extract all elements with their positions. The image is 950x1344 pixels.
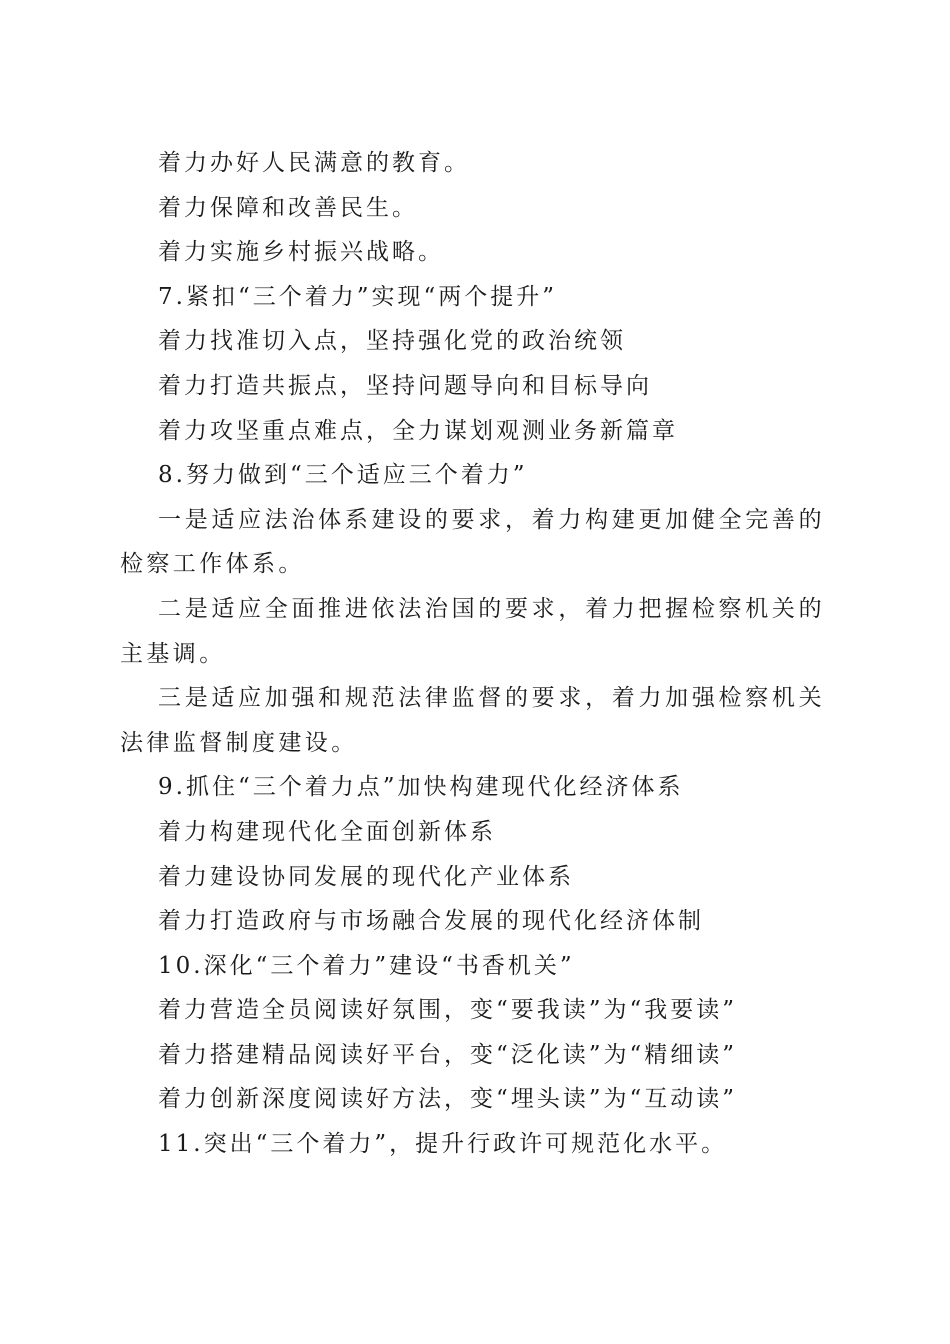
paragraph: 着力找准切入点，坚持强化党的政治统领 [158,328,626,355]
section-heading: 11.突出“三个着力”，提升行政许可规范化水平。 [158,1131,728,1158]
paragraph: 二是适应全面推进依法治国的要求，着力把握检察机关的主基调。 [120,595,825,667]
section-heading: 8.努力做到“三个适应三个着力” [158,462,528,489]
paragraph: 着力创新深度阅读好方法，变“埋头读”为“互动读” [158,1086,738,1113]
paragraph: 着力打造政府与市场融合发展的现代化经济体制 [158,908,704,935]
section-heading: 9.抓住“三个着力点”加快构建现代化经济体系 [158,774,684,801]
paragraph: 着力营造全员阅读好氛围，变“要我读”为“我要读” [158,997,738,1024]
paragraph: 着力建设协同发展的现代化产业体系 [158,863,574,890]
paragraph: 着力构建现代化全面创新体系 [158,818,496,845]
paragraph: 着力保障和改善民生。 [158,194,418,221]
paragraph: 着力实施乡村振兴战略。 [158,239,444,266]
paragraph: 着力搭建精品阅读好平台，变“泛化读”为“精细读” [158,1041,738,1068]
paragraph: 一是适应法治体系建设的要求，着力构建更加健全完善的检察工作体系。 [120,506,825,578]
document-body [120,141,825,1167]
paragraph: 着力攻坚重点难点，全力谋划观测业务新篇章 [158,417,678,444]
paragraph: 着力打造共振点，坚持问题导向和目标导向 [158,372,652,399]
section-heading: 10.深化“三个着力”建设“书香机关” [158,952,575,979]
paragraph: 着力办好人民满意的教育。 [158,150,470,176]
section-heading: 7.紧扣“三个着力”实现“两个提升” [158,283,557,310]
paragraph: 三是适应加强和规范法律监督的要求，着力加强检察机关法律监督制度建设。 [120,685,825,756]
